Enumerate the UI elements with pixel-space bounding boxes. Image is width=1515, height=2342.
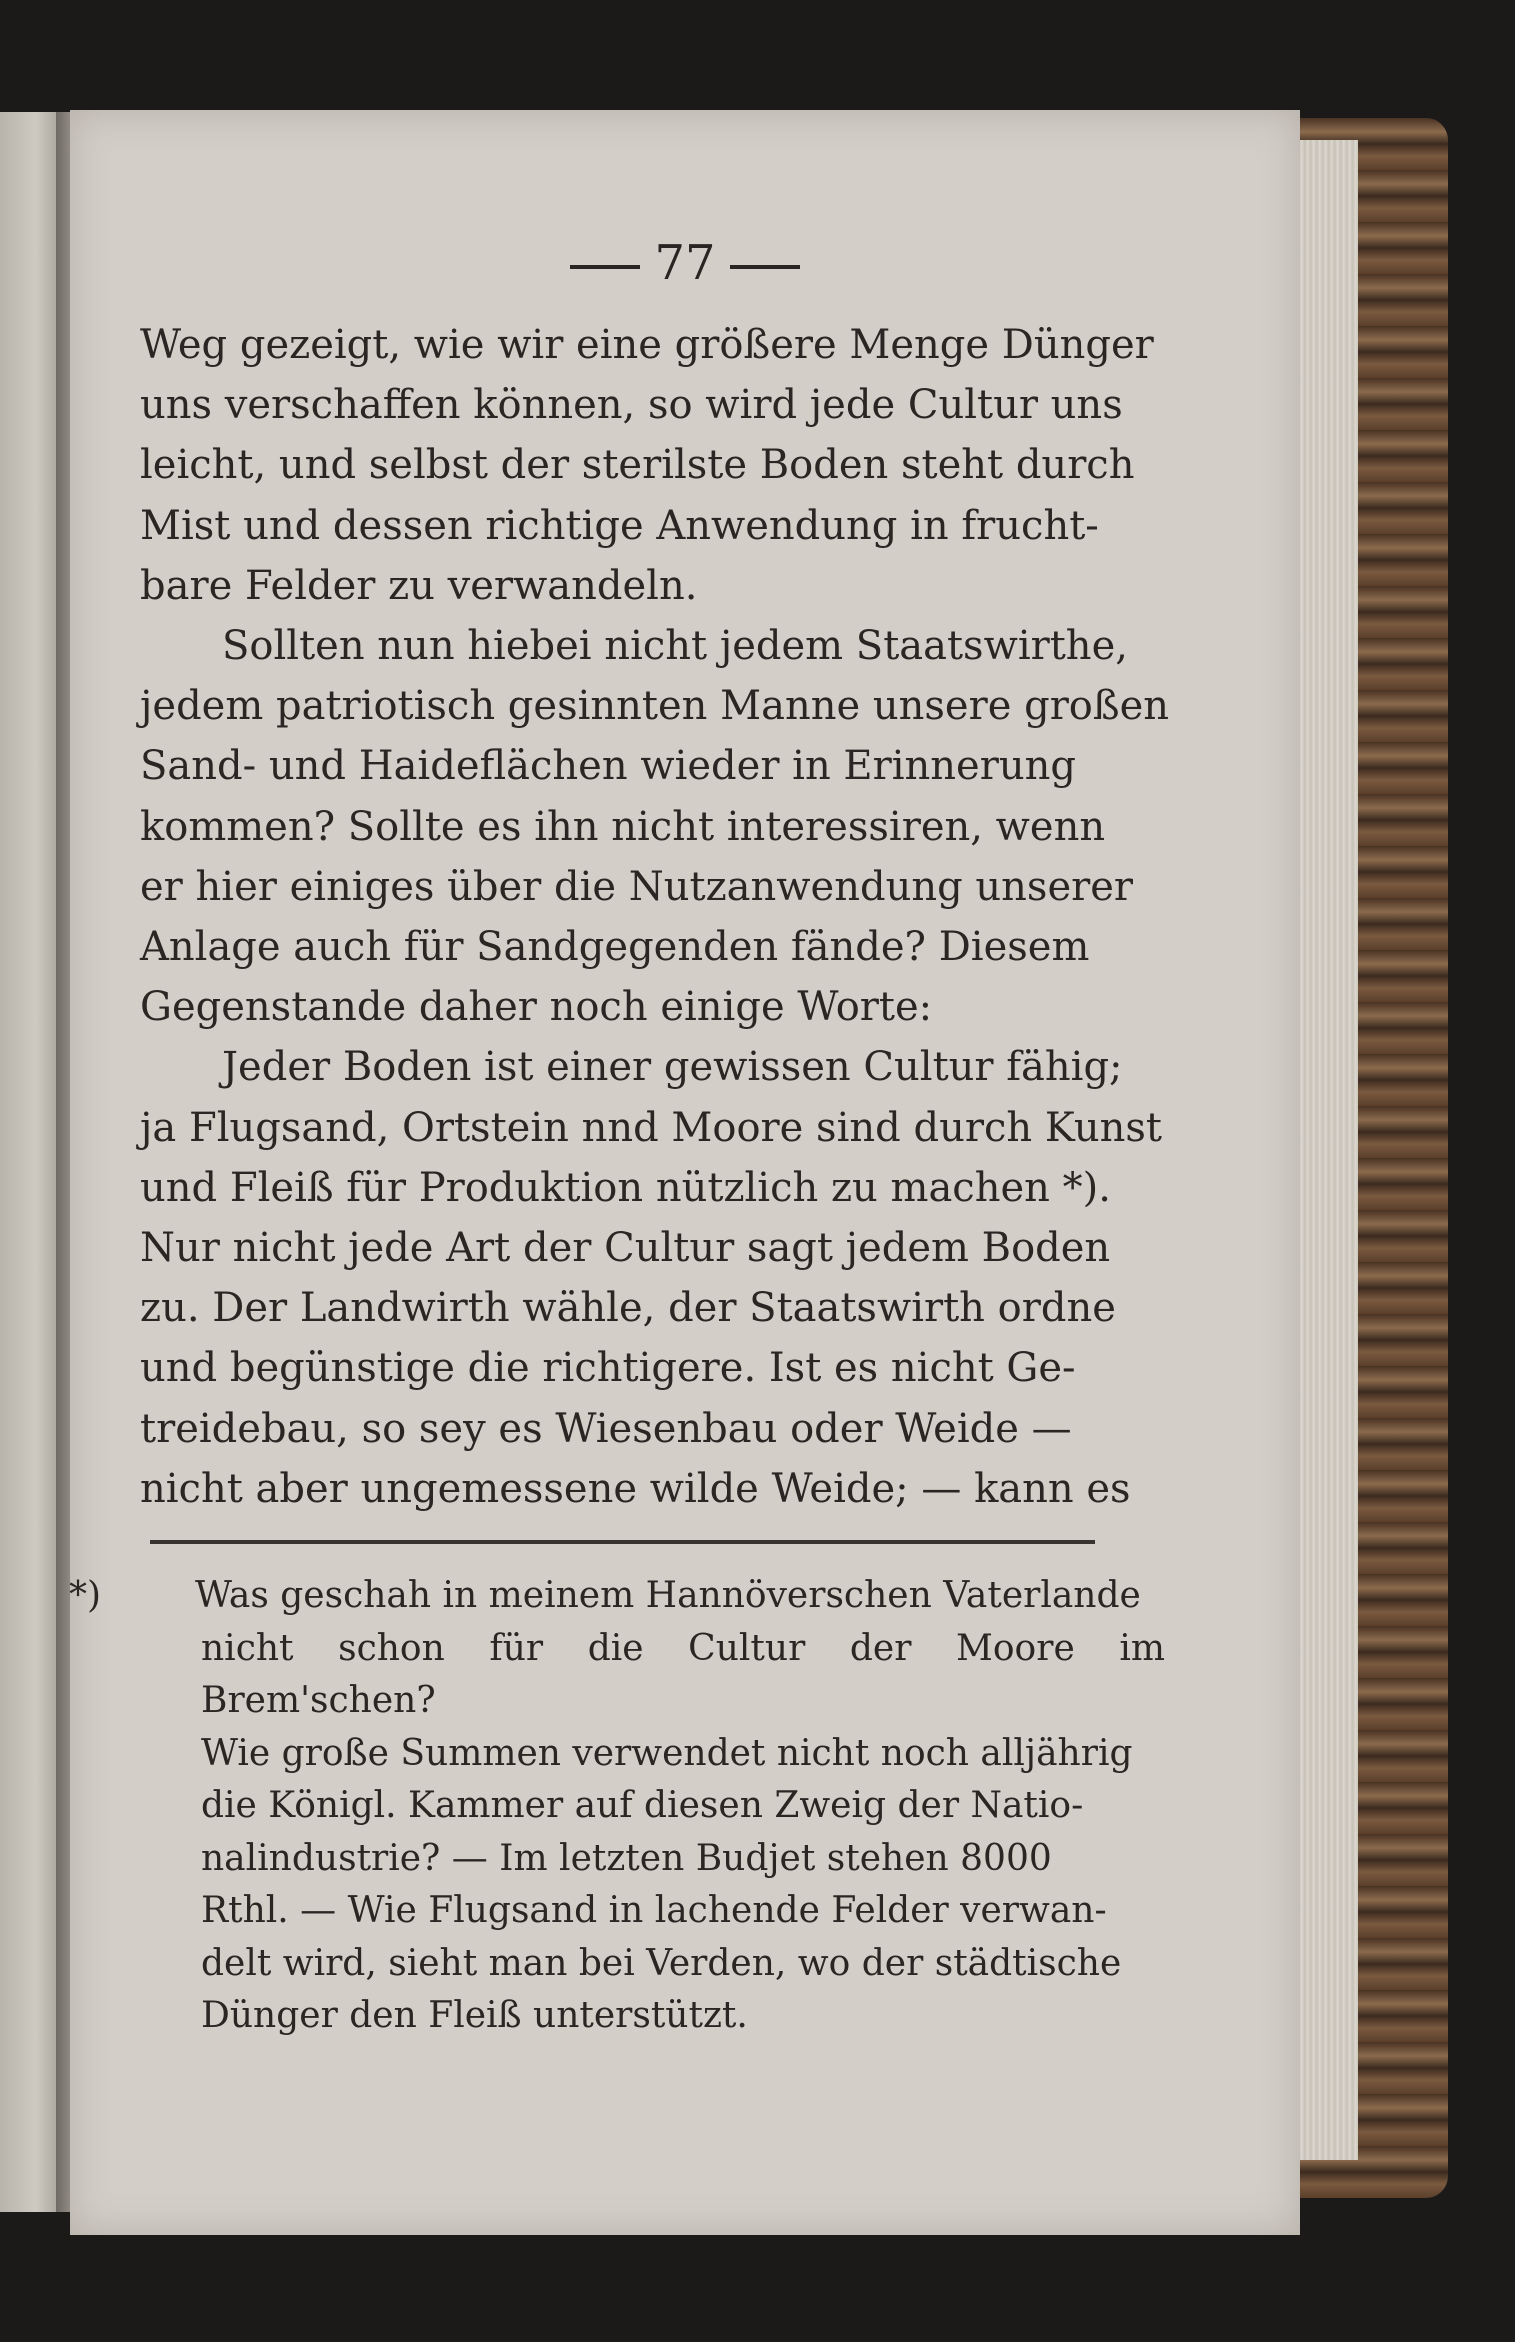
text-line: zu. Der Landwirth wähle, der Staatswirth ordne xyxy=(140,1285,1116,1332)
main-text xyxy=(140,315,1170,1519)
text-line: und begünstige die richtigere. Ist es nicht Ge- xyxy=(140,1345,1076,1392)
footnote-line: nicht schon für die Cultur der Moore im Brem'schen? xyxy=(201,1627,1165,1721)
text-line: ja Flugsand, Ortstein nnd Moore sind durch Kunst xyxy=(140,1104,1162,1151)
footnote-line: die Königl. Kammer auf diesen Zweig der Natio- xyxy=(201,1785,1084,1826)
text-line: und Fleiß für Produktion nützlich zu machen *). xyxy=(140,1164,1111,1211)
text-line: jedem patriotisch gesinnten Manne unsere großen xyxy=(140,683,1170,730)
footnote-line: nalindustrie? — Im letzten Budjet stehen 8000 xyxy=(201,1837,1052,1879)
footnote-marker: *) xyxy=(69,1575,102,1616)
text-line: er hier einiges über die Nutzanwendung unserer xyxy=(140,863,1134,910)
text-line: kommen? Sollte es ihn nicht interessiren, wenn xyxy=(140,803,1106,850)
text-line: uns verschaffen können, so wird jede Cultur uns xyxy=(140,382,1123,429)
text-line: Gegenstande daher noch einige Worte: xyxy=(140,984,933,1031)
text-line: Jeder Boden ist einer gewissen Cultur fähig; xyxy=(222,1044,1123,1091)
book-page xyxy=(70,110,1300,2235)
footnote-text xyxy=(69,1570,1165,2043)
paragraph-3 xyxy=(140,1037,1170,1519)
text-line: leicht, und selbst der sterilste Boden steht durch xyxy=(140,442,1135,489)
footnote-rule xyxy=(150,1540,1095,1544)
footnote xyxy=(69,1570,1165,2043)
text-line: treidebau, so sey es Wiesenbau oder Weide — xyxy=(140,1405,1072,1452)
text-line: nicht aber ungemessene wilde Weide; — kann es xyxy=(140,1465,1131,1512)
text-line: Weg gezeigt, wie wir eine größere Menge Dünger xyxy=(140,322,1154,368)
header-dash-left xyxy=(570,265,640,269)
footnote-line: Was geschah in meinem Hannöverschen Vaterlande xyxy=(195,1575,1141,1616)
facing-page-edge xyxy=(0,112,60,2212)
footnote-line: delt wird, sieht man bei Verden, wo der städtische xyxy=(201,1942,1122,1984)
header-dash-right xyxy=(730,265,800,269)
text-line: Anlage auch für Sandgegenden fände? Diesem xyxy=(140,924,1090,971)
paragraph-1 xyxy=(140,315,1170,616)
footnote-line: Wie große Summen verwendet nicht noch alljährig xyxy=(201,1732,1133,1774)
text-line: Sand- und Haideflächen wieder in Erinnerung xyxy=(140,743,1076,790)
text-line: bare Felder zu verwandeln. xyxy=(140,562,698,609)
text-line: Sollten nun hiebei nicht jedem Staatswirthe, xyxy=(222,623,1128,670)
text-line: Nur nicht jede Art der Cultur sagt jedem Boden xyxy=(140,1225,1111,1272)
page-header xyxy=(70,235,1300,291)
page-number: 77 xyxy=(654,235,716,291)
paragraph-2 xyxy=(140,616,1170,1037)
footnote-line: Rthl. — Wie Flugsand in lachende Felder verwan- xyxy=(201,1890,1107,1931)
page-block-edge xyxy=(1296,140,1358,2160)
text-line: Mist und dessen richtige Anwendung in frucht- xyxy=(140,502,1099,549)
footnote-line: Dünger den Fleiß unterstützt. xyxy=(201,1995,748,2036)
